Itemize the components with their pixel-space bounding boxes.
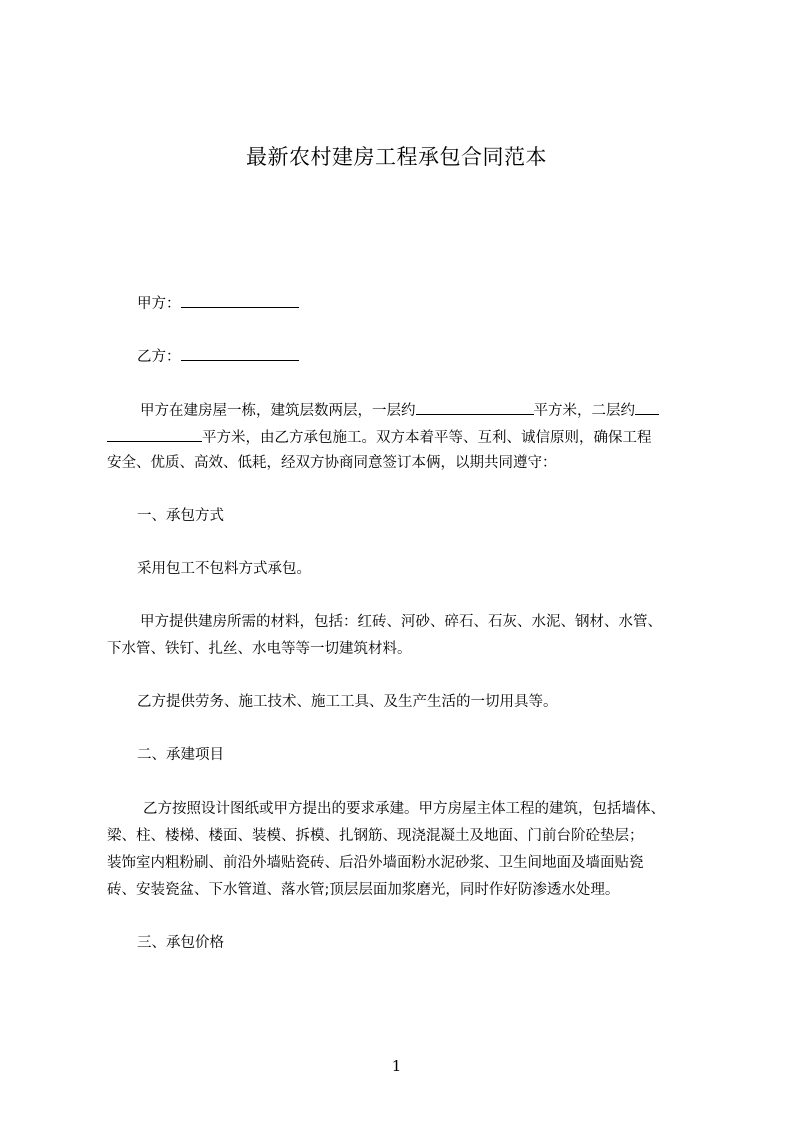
first-floor-area-blank[interactable] xyxy=(416,399,534,415)
section-1-heading: 一、承包方式 xyxy=(137,508,224,524)
section-1-paragraph-3: 乙方提供劳务、施工技术、施工工具、及生产生活的一切用具等。 xyxy=(137,694,558,710)
intro-line-2 xyxy=(107,426,652,448)
party-a-line xyxy=(137,292,299,314)
section-1-paragraph-2-line-2: 下水管、铁钉、扎丝、水电等等一切建筑材料。 xyxy=(107,641,412,657)
party-b-label: 乙方： xyxy=(137,349,181,365)
intro-text-1b: 平方米，二层约 xyxy=(533,403,635,419)
intro-line-1 xyxy=(140,399,659,421)
section-2-paragraph-line-4: 砖、安装瓷盆、下水管道、落水管;顶层层面加浆磨光，同时作好防渗透水处理。 xyxy=(107,882,620,898)
intro-text-2a: 平方米，由乙方承包施工。双方本着平等、互利、诚信原则，确保工程 xyxy=(202,430,652,446)
party-a-blank[interactable] xyxy=(181,292,299,308)
intro-text-1a: 甲方在建房屋一栋，建筑层数两层，一层约 xyxy=(140,403,416,419)
page-number: 1 xyxy=(391,1057,402,1075)
section-1-paragraph-2-line-1: 甲方提供建房所需的材料，包括：红砖、河砂、碎石、石灰、水泥、钢材、水管、 xyxy=(140,614,662,630)
second-floor-area-blank-end[interactable] xyxy=(107,426,202,442)
intro-line-3: 安全、优质、高效、低耗，经双方协商同意签订本俩，以期共同遵守： xyxy=(107,455,557,471)
section-2-paragraph-line-3: 装饰室内粗粉刷、前沿外墙贴瓷砖、后沿外墙面粉水泥砂浆、卫生间地面及墙面贴瓷 xyxy=(107,855,644,871)
party-b-blank[interactable] xyxy=(181,345,299,361)
party-a-label: 甲方： xyxy=(137,296,181,312)
section-2-heading: 二、承建项目 xyxy=(137,747,224,763)
party-b-line xyxy=(137,345,299,367)
section-2-paragraph-line-1: 乙方按照设计图纸或甲方提出的要求承建。甲方房屋主体工程的建筑，包括墙体、 xyxy=(143,801,665,817)
section-2-paragraph-line-2: 梁、柱、楼梯、楼面、装模、拆模、扎钢筋、现浇混凝土及地面、门前台阶砼垫层； xyxy=(107,828,644,844)
section-3-heading: 三、承包价格 xyxy=(137,935,224,951)
section-1-paragraph-1: 采用包工不包料方式承包。 xyxy=(137,561,311,577)
document-title: 最新农村建房工程承包合同范本 xyxy=(246,145,547,169)
second-floor-area-blank-start[interactable] xyxy=(635,399,659,415)
